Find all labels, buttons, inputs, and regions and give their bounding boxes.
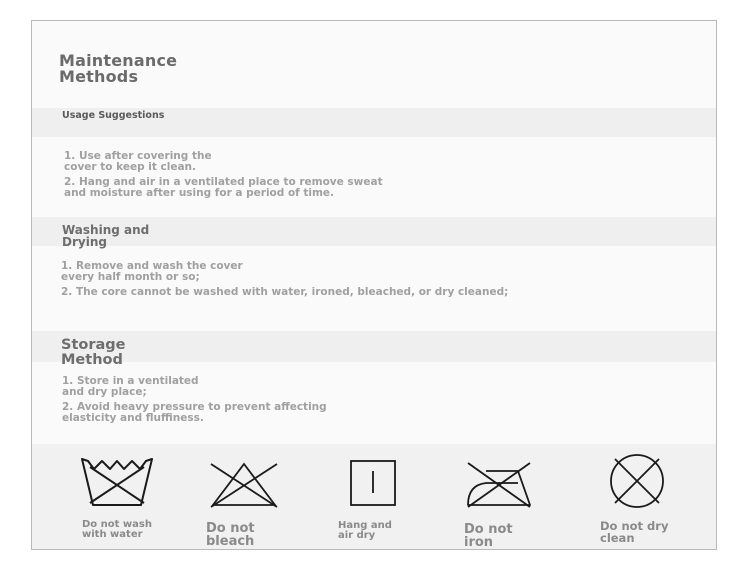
do-not-bleach-icon [209, 461, 279, 509]
do-not-bleach-label: Do not bleach [206, 521, 255, 549]
hang-dry-label: Hang and air dry [338, 520, 392, 541]
washing-heading: Washing and Drying [62, 223, 150, 250]
washing-item-2: 2. The core cannot be washed with water, ironed, bleached, or dry cleaned; [61, 286, 509, 298]
usage-heading: Usage Suggestions [62, 110, 165, 121]
page-title: Maintenance Methods [59, 51, 178, 87]
usage-item-1: 1. Use after covering the cover to keep it clean. [64, 150, 212, 173]
storage-section-header [32, 331, 716, 362]
do-not-iron-icon [464, 459, 534, 509]
do-not-iron-label: Do not iron [464, 522, 513, 550]
do-not-wash-icon [80, 457, 154, 509]
do-not-dry-clean-label: Do not dry clean [600, 519, 669, 545]
storage-item-1: 1. Store in a ventilated and dry place; [62, 375, 199, 398]
storage-heading: Storage Method [61, 337, 126, 368]
hang-dry-icon [349, 459, 397, 507]
do-not-wash-label: Do not wash with water [82, 519, 152, 540]
storage-item-2: 2. Avoid heavy pressure to prevent affecting elasticity and fluffiness. [62, 401, 327, 424]
care-instructions-card [31, 20, 717, 550]
washing-item-1: 1. Remove and wash the cover every half month or so; [61, 260, 243, 283]
usage-item-2: 2. Hang and air in a ventilated place to remove sweat and moisture after using for a period of time. [64, 176, 383, 199]
do-not-dry-clean-icon [607, 453, 667, 509]
